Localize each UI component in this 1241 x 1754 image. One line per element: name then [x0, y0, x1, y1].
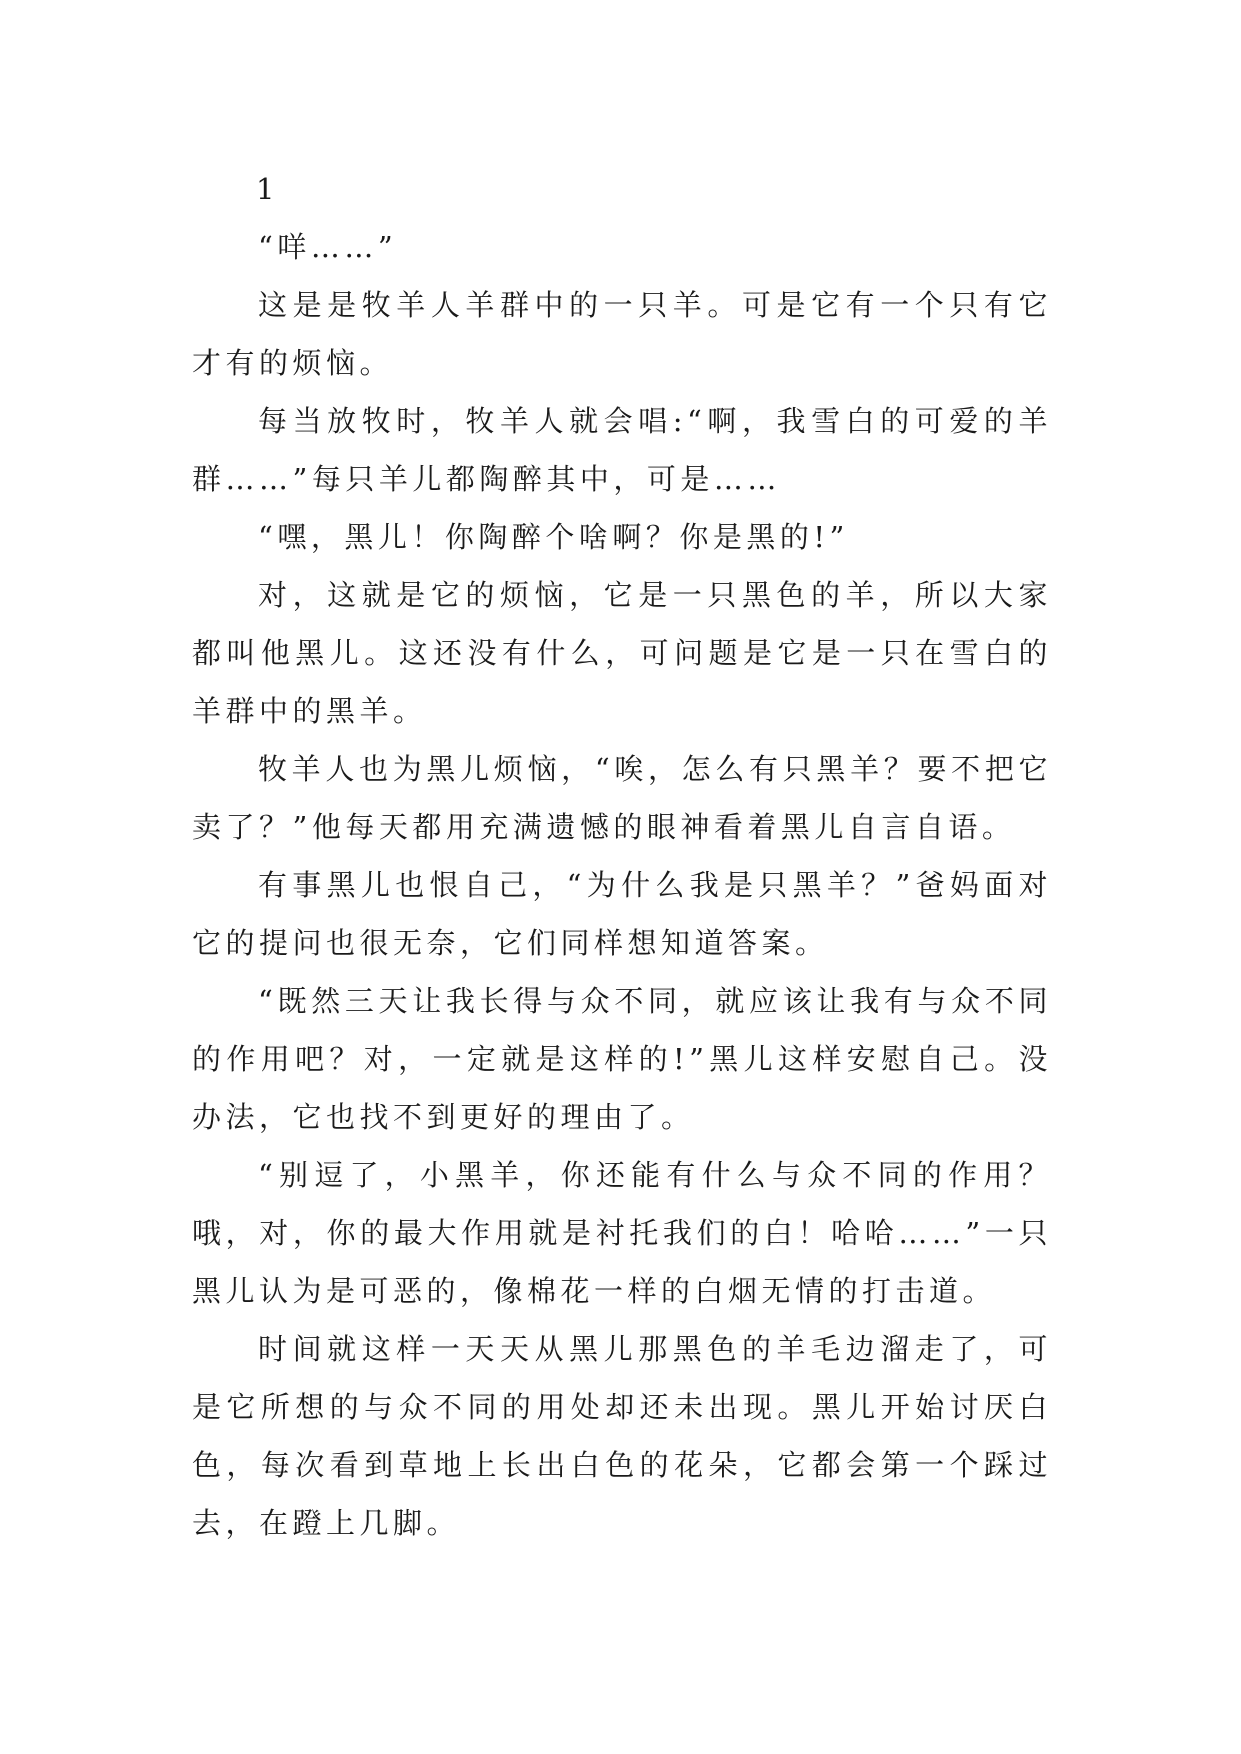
- section-number: 1: [256, 172, 275, 206]
- paragraph: “咩……”: [258, 230, 398, 264]
- paragraph: 时间就这样一天天从黑儿那黑色的羊毛边溜走了，可是它所想的与众不同的用处却还未出现。黑儿开始讨厌白色，每次看到草地上长出白色的花朵，它都会第一个踩过去，在蹬上几脚。: [192, 1332, 1052, 1540]
- story-text: [192, 160, 1052, 1552]
- paragraph: “别逗了，小黑羊，你还能有什么与众不同的作用？哦，对，你的最大作用就是衬托我们的白！哈哈……”一只黑儿认为是可恶的，像棉花一样的白烟无情的打击道。: [192, 1158, 1052, 1308]
- paragraph: “嘿，黑儿！你陶醉个啥啊？你是黑的!”: [258, 520, 849, 554]
- paragraph: “既然三天让我长得与众不同，就应该让我有与众不同的作用吧？对，一定就是这样的!”黑儿这样安慰自己。没办法，它也找不到更好的理由了。: [192, 984, 1052, 1134]
- paragraph: 牧羊人也为黑儿烦恼，“唉，怎么有只黑羊？要不把它卖了？”他每天都用充满遗憾的眼神看着黑儿自言自语。: [192, 752, 1052, 844]
- paragraph: 每当放牧时，牧羊人就会唱:“啊，我雪白的可爱的羊群……”每只羊儿都陶醉其中，可是……: [192, 404, 1052, 496]
- paragraph: 有事黑儿也恨自己，“为什么我是只黑羊？”爸妈面对它的提问也很无奈，它们同样想知道答案。: [192, 868, 1052, 960]
- paragraph: 对，这就是它的烦恼，它是一只黑色的羊，所以大家都叫他黑儿。这还没有什么，可问题是它是一只在雪白的羊群中的黑羊。: [192, 578, 1052, 728]
- paragraph: 这是是牧羊人羊群中的一只羊。可是它有一个只有它才有的烦恼。: [192, 288, 1052, 380]
